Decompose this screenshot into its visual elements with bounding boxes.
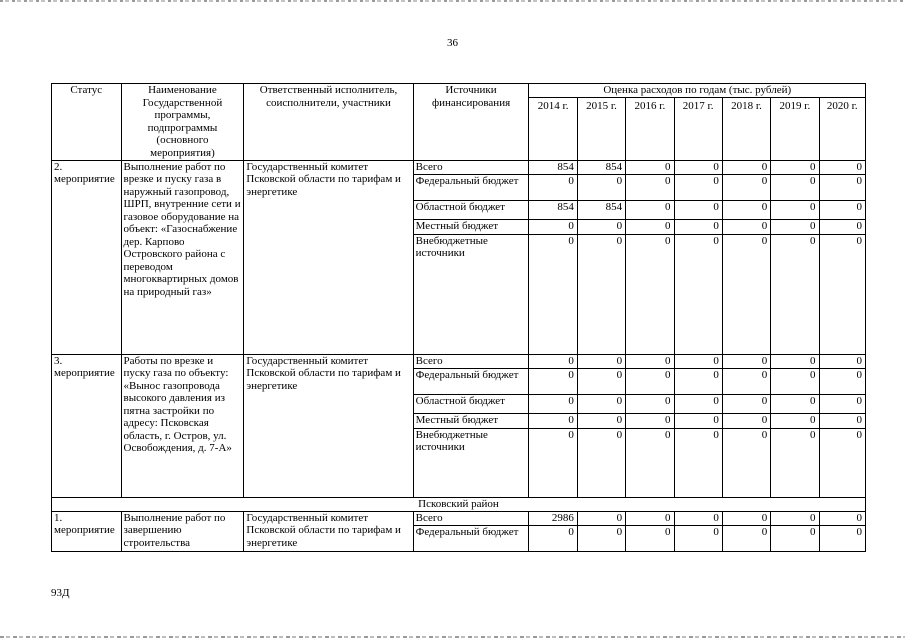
value-cell: 0 xyxy=(722,413,770,428)
value-cell: 0 xyxy=(771,368,819,394)
value-cell: 0 xyxy=(577,174,625,200)
value-cell: 0 xyxy=(529,234,577,354)
value-cell: 0 xyxy=(674,234,722,354)
table-row xyxy=(52,511,866,525)
header-year: 2015 г. xyxy=(577,97,625,160)
section-row xyxy=(52,497,866,511)
value-cell: 0 xyxy=(529,428,577,497)
measure-executor: Государственный комитет Псковской области по тарифам и энергетике xyxy=(244,354,413,497)
value-cell: 0 xyxy=(674,368,722,394)
value-cell: 0 xyxy=(529,174,577,200)
header-year: 2020 г. xyxy=(819,97,865,160)
value-cell: 0 xyxy=(577,354,625,368)
value-cell: 0 xyxy=(626,428,674,497)
value-cell: 0 xyxy=(819,511,865,525)
value-cell: 0 xyxy=(529,219,577,234)
value-cell: 0 xyxy=(722,511,770,525)
section-title: Псковский район xyxy=(52,497,866,511)
value-cell: 0 xyxy=(674,200,722,219)
table-row xyxy=(52,354,866,368)
value-cell: 0 xyxy=(722,525,770,551)
measure-executor: Государственный комитет Псковской области по тарифам и энергетике xyxy=(244,160,413,354)
value-cell: 0 xyxy=(819,174,865,200)
value-cell: 0 xyxy=(819,234,865,354)
value-cell: 0 xyxy=(529,525,577,551)
value-cell: 0 xyxy=(771,234,819,354)
value-cell: 0 xyxy=(626,234,674,354)
value-cell: 0 xyxy=(626,200,674,219)
value-cell: 0 xyxy=(771,525,819,551)
value-cell: 0 xyxy=(722,174,770,200)
value-cell: 0 xyxy=(819,368,865,394)
value-cell: 0 xyxy=(529,354,577,368)
value-cell: 0 xyxy=(577,394,625,413)
value-cell: 0 xyxy=(577,511,625,525)
value-cell: 0 xyxy=(819,394,865,413)
header-status: Статус xyxy=(52,84,122,161)
value-cell: 0 xyxy=(626,160,674,174)
header-year: 2019 г. xyxy=(771,97,819,160)
value-cell: 0 xyxy=(771,219,819,234)
source-cell: Всего xyxy=(413,160,529,174)
source-cell: Всего xyxy=(413,354,529,368)
value-cell: 0 xyxy=(771,511,819,525)
value-cell: 0 xyxy=(626,525,674,551)
value-cell: 0 xyxy=(722,160,770,174)
source-cell: Федеральный бюджет xyxy=(413,525,529,551)
scan-edge-bottom xyxy=(0,636,905,638)
source-cell: Внебюджетные источники xyxy=(413,234,529,354)
value-cell: 0 xyxy=(722,234,770,354)
value-cell: 0 xyxy=(771,174,819,200)
value-cell: 0 xyxy=(577,234,625,354)
value-cell: 0 xyxy=(577,413,625,428)
source-cell: Федеральный бюджет xyxy=(413,174,529,200)
value-cell: 0 xyxy=(674,525,722,551)
value-cell: 0 xyxy=(819,525,865,551)
page-number: 36 xyxy=(447,37,458,49)
source-cell: Всего xyxy=(413,511,529,525)
value-cell: 0 xyxy=(626,413,674,428)
table-row xyxy=(52,160,866,174)
value-cell: 0 xyxy=(577,368,625,394)
measure-status: 1. мероприятие xyxy=(52,511,122,551)
source-cell: Внебюджетные источники xyxy=(413,428,529,497)
value-cell: 854 xyxy=(577,200,625,219)
value-cell: 0 xyxy=(674,354,722,368)
value-cell: 0 xyxy=(771,413,819,428)
value-cell: 0 xyxy=(674,428,722,497)
header-executor: Ответственный исполнитель, соисполнители, участники xyxy=(244,84,413,161)
header-sources: Источники финансирования xyxy=(413,84,529,161)
value-cell: 854 xyxy=(529,200,577,219)
header-year: 2016 г. xyxy=(626,97,674,160)
value-cell: 0 xyxy=(819,354,865,368)
value-cell: 0 xyxy=(529,394,577,413)
value-cell: 0 xyxy=(529,368,577,394)
source-cell: Местный бюджет xyxy=(413,219,529,234)
value-cell: 0 xyxy=(722,219,770,234)
header-year: 2014 г. xyxy=(529,97,577,160)
measure-executor: Государственный комитет Псковской области по тарифам и энергетике xyxy=(244,511,413,551)
value-cell: 0 xyxy=(819,413,865,428)
value-cell: 0 xyxy=(722,354,770,368)
value-cell: 0 xyxy=(674,174,722,200)
measure-name: Выполнение работ по завершению строительства xyxy=(121,511,244,551)
header-year: 2017 г. xyxy=(674,97,722,160)
value-cell: 0 xyxy=(771,428,819,497)
value-cell: 0 xyxy=(819,160,865,174)
value-cell: 0 xyxy=(674,219,722,234)
value-cell: 0 xyxy=(626,174,674,200)
value-cell: 0 xyxy=(674,511,722,525)
value-cell: 0 xyxy=(722,428,770,497)
budget-table xyxy=(51,83,866,552)
source-cell: Областной бюджет xyxy=(413,200,529,219)
footer-code: 93Д xyxy=(51,587,70,599)
value-cell: 0 xyxy=(674,394,722,413)
value-cell: 0 xyxy=(771,394,819,413)
value-cell: 0 xyxy=(529,413,577,428)
scan-edge-top xyxy=(0,0,905,2)
value-cell: 0 xyxy=(819,428,865,497)
value-cell: 0 xyxy=(722,200,770,219)
header-row xyxy=(52,84,866,98)
value-cell: 854 xyxy=(577,160,625,174)
measure-status: 3. мероприятие xyxy=(52,354,122,497)
value-cell: 854 xyxy=(529,160,577,174)
value-cell: 0 xyxy=(674,413,722,428)
value-cell: 0 xyxy=(819,200,865,219)
measure-name: Выполнение работ по врезке и пуску газа в наружный газопровод, ШРП, внутренние сети и газовое оборудование на объект: «Газоснабжение дер. Карпово Островского района с переводом многоквартирных домов на природный газ» xyxy=(121,160,244,354)
value-cell: 2986 xyxy=(529,511,577,525)
value-cell: 0 xyxy=(626,394,674,413)
header-program-name: Наименование Государственной программы, подпрограммы (основного мероприятия) xyxy=(121,84,244,161)
value-cell: 0 xyxy=(626,219,674,234)
value-cell: 0 xyxy=(771,160,819,174)
source-cell: Областной бюджет xyxy=(413,394,529,413)
value-cell: 0 xyxy=(577,525,625,551)
value-cell: 0 xyxy=(771,354,819,368)
value-cell: 0 xyxy=(626,511,674,525)
value-cell: 0 xyxy=(819,219,865,234)
value-cell: 0 xyxy=(577,219,625,234)
measure-status: 2. мероприятие xyxy=(52,160,122,354)
value-cell: 0 xyxy=(674,160,722,174)
value-cell: 0 xyxy=(722,394,770,413)
value-cell: 0 xyxy=(626,354,674,368)
header-costs: Оценка расходов по годам (тыс. рублей) xyxy=(529,84,866,98)
value-cell: 0 xyxy=(722,368,770,394)
value-cell: 0 xyxy=(771,200,819,219)
value-cell: 0 xyxy=(626,368,674,394)
measure-name: Работы по врезке и пуску газа по объекту: «Вынос газопровода высокого давления из пятна застройки по адресу: Псковская область, г. Остров, ул. Освобождения, д. 7-А» xyxy=(121,354,244,497)
source-cell: Местный бюджет xyxy=(413,413,529,428)
source-cell: Федеральный бюджет xyxy=(413,368,529,394)
value-cell: 0 xyxy=(577,428,625,497)
header-year: 2018 г. xyxy=(722,97,770,160)
